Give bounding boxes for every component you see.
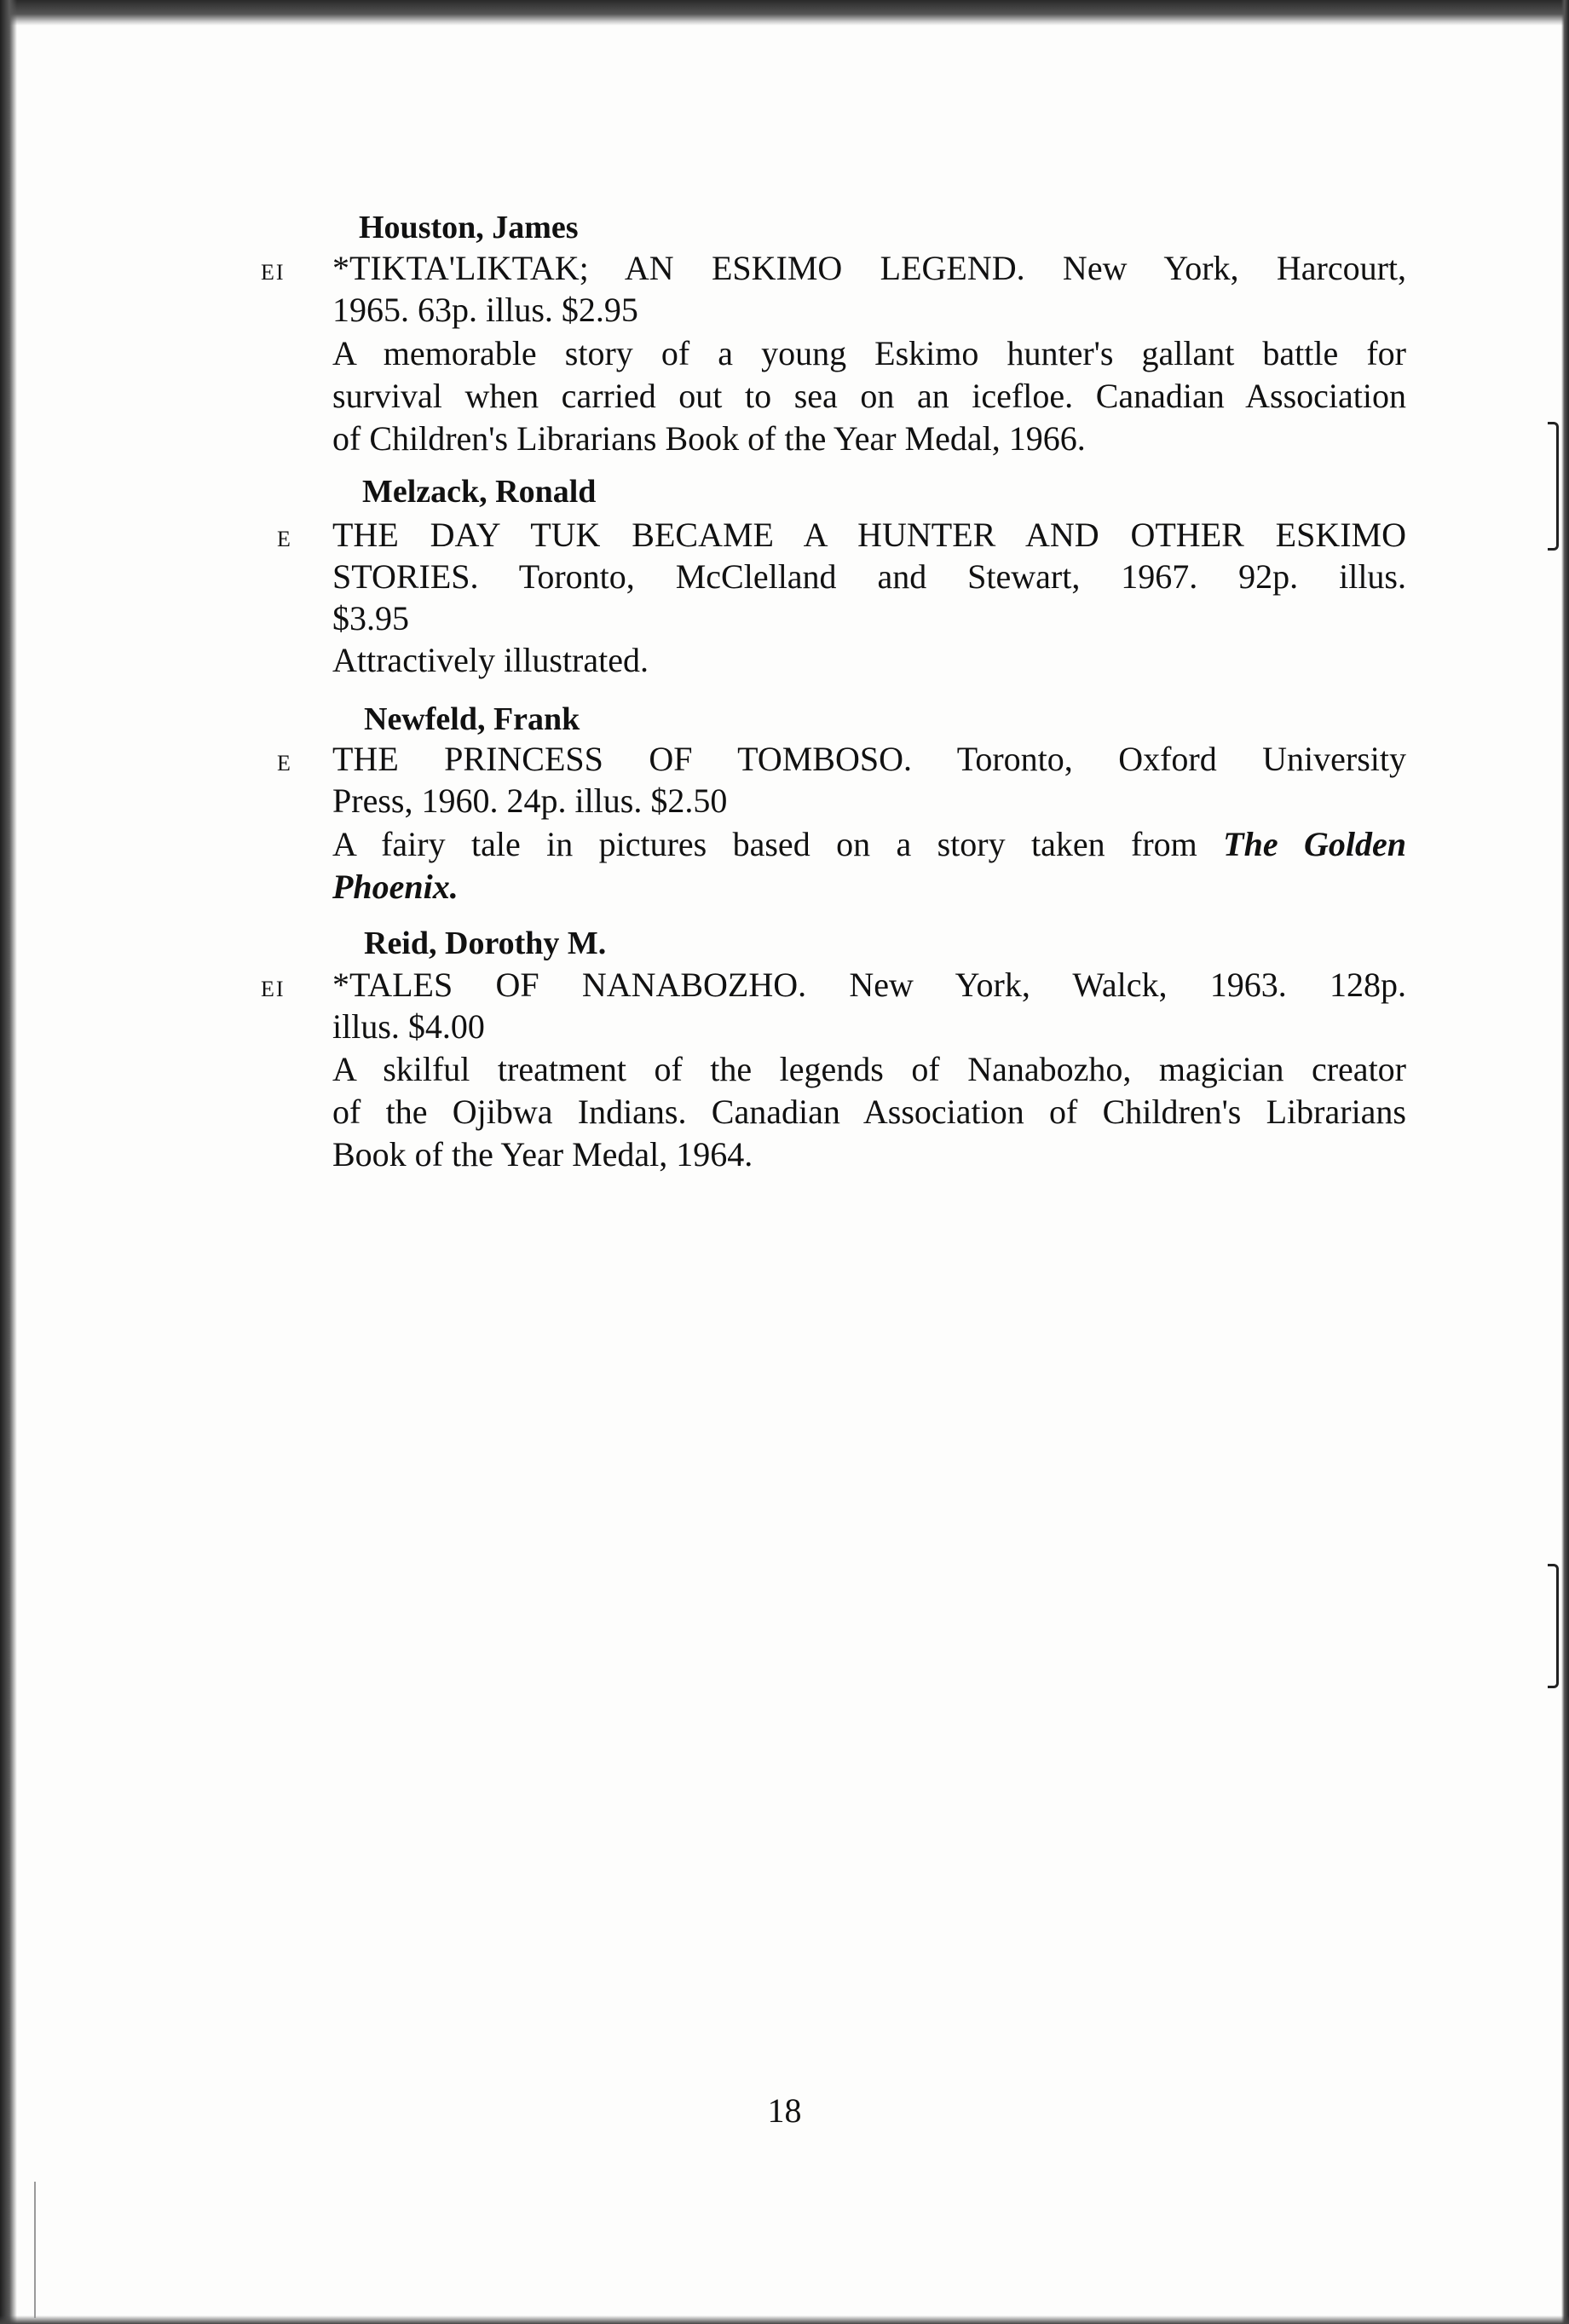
cited-work-title: Phoenix. bbox=[332, 868, 459, 906]
entry-title bbox=[332, 738, 1406, 822]
title-line: *TALES OF NANABOZHO. New York, Walck, 1963. 128p. bbox=[332, 966, 1406, 1004]
title-line: THE DAY TUK BECAME A HUNTER AND OTHER ESKIMO bbox=[332, 516, 1406, 554]
title-line: 1965. 63p. illus. $2.95 bbox=[332, 291, 638, 329]
entry-title bbox=[332, 964, 1406, 1047]
title-line: Press, 1960. 24p. illus. $2.50 bbox=[332, 781, 728, 820]
margin-bracket bbox=[1548, 1564, 1559, 1688]
description-line: A memorable story of a young Eskimo hunter's gallant battle for bbox=[332, 334, 1406, 372]
margin-bracket bbox=[1548, 422, 1559, 551]
description-line bbox=[332, 823, 1406, 866]
title-line: $3.95 bbox=[332, 599, 409, 637]
scan-edge-left bbox=[0, 0, 17, 2324]
title-line: STORIES. Toronto, McClelland and Stewart, 1967. 92p. illus. bbox=[332, 557, 1406, 596]
description-line: A skilful treatment of the legends of Nanabozho, magician creator bbox=[332, 1050, 1406, 1088]
binding-line bbox=[34, 2182, 36, 2318]
entry-description bbox=[332, 1048, 1406, 1176]
description-line: of the Ojibwa Indians. Canadian Association of Children's Librarians bbox=[332, 1093, 1406, 1131]
entry-description bbox=[332, 332, 1406, 460]
title-line: THE PRINCESS OF TOMBOSO. Toronto, Oxford University bbox=[332, 740, 1406, 778]
entry-title bbox=[332, 247, 1406, 331]
description-line: Attractively illustrated. bbox=[332, 641, 649, 679]
scan-edge-top bbox=[0, 0, 1569, 26]
entry-reading-level: E bbox=[277, 751, 292, 776]
scan-edge-right bbox=[1561, 0, 1569, 2324]
entry-author: Newfeld, Frank bbox=[364, 701, 580, 737]
description-line: survival when carried out to sea on an icefloe. Canadian Association bbox=[332, 377, 1406, 415]
entry-author: Melzack, Ronald bbox=[362, 474, 597, 510]
entry-author: Houston, James bbox=[359, 210, 579, 245]
scan-edge-bottom bbox=[0, 2315, 1569, 2324]
entry-reading-level: EI bbox=[261, 260, 286, 285]
entry-reading-level: EI bbox=[261, 977, 286, 1001]
title-line: illus. $4.00 bbox=[332, 1007, 485, 1046]
entry-reading-level: E bbox=[277, 527, 292, 551]
entry-description bbox=[332, 639, 1406, 682]
title-line: *TIKTA'LIKTAK; AN ESKIMO LEGEND. New York, Harcourt, bbox=[332, 249, 1406, 287]
description-line: Book of the Year Medal, 1964. bbox=[332, 1135, 753, 1174]
entry-title bbox=[332, 514, 1406, 639]
cited-work-title: The Golden bbox=[1223, 825, 1406, 863]
description-line: of Children's Librarians Book of the Year Medal, 1966. bbox=[332, 419, 1086, 458]
page-number: 18 bbox=[767, 2091, 802, 2130]
entry-description bbox=[332, 823, 1406, 908]
entry-author: Reid, Dorothy M. bbox=[364, 926, 607, 961]
description-text: A fairy tale in pictures based on a story taken from bbox=[332, 825, 1224, 863]
